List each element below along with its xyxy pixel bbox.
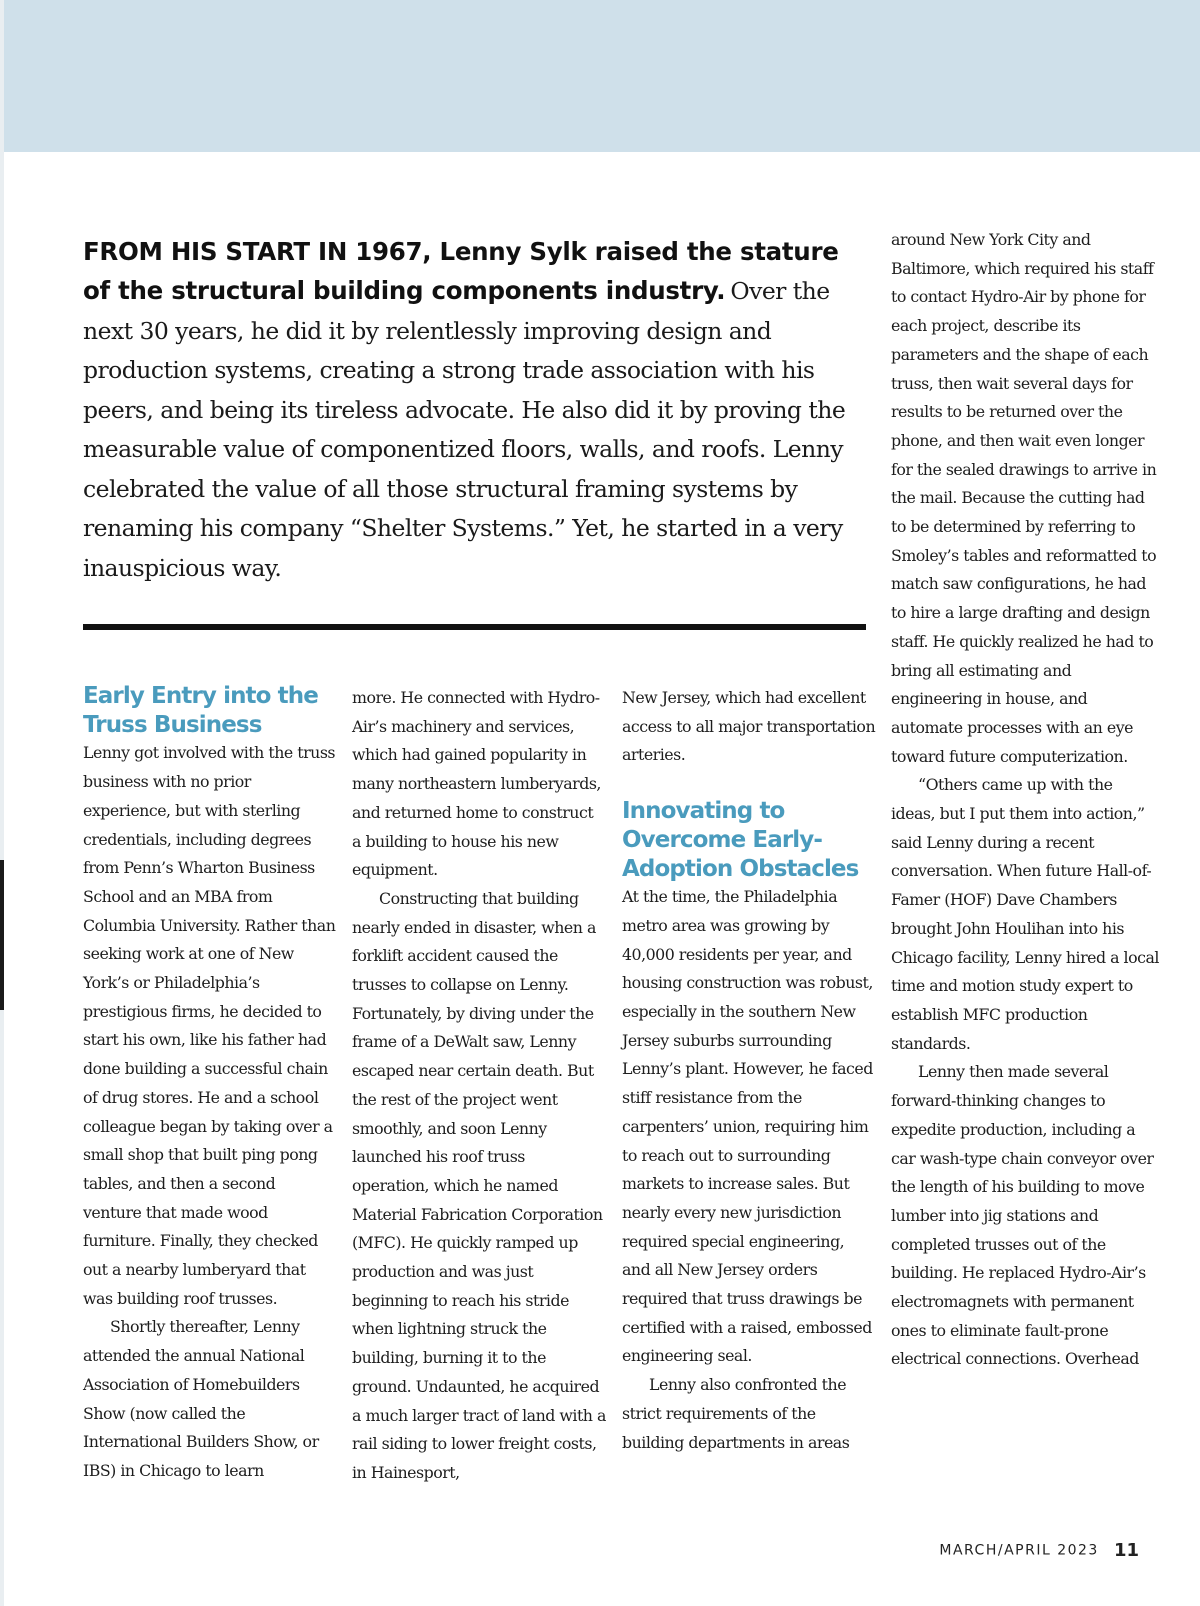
- subheading-innovating: Innovating to Overcome Early-Adoption Obstacles: [622, 798, 859, 882]
- article-lede: [83, 232, 863, 588]
- issue-date: MARCH/APRIL 2023: [939, 1542, 1099, 1559]
- paragraph: Lenny then made several forward-thinking changes to expedite production, including a car wash-type chain conveyor over the length of his building to move lumber into jig stations and completed trusses out of the building. He replaced Hydro-Air’s electromagnets with permanent ones to eliminate fault-prone electrical connections. Overhead: [891, 1062, 1154, 1369]
- subheading-early-entry: Early Entry into the Truss Business: [83, 683, 318, 738]
- paragraph: Constructing that building nearly ended in disaster, when a forklift accident caused the trusses to collapse on Lenny. Fortunately, by diving under the frame of a DeWalt saw, Lenny escaped near certain death. But the rest of the project went smoothly, and soon Lenny launched his roof truss operation, which he named Material Fabrication Corporation (MFC). He quickly ramped up production and was just beginning to reach his stride when lightning struck the building, burning it to the ground. Undaunted, he acquired a much larger tract of land with a rail siding to lower freight costs, in Hainesport,: [352, 888, 606, 1482]
- page-number: 11: [1113, 1540, 1139, 1561]
- paragraph: “Others came up with the ideas, but I put them into action,” said Lenny during a recent conversation. When future Hall-of-Famer (HOF) Dave Chambers brought John Houlihan into his Chicago facility, Lenny hired a local time and motion study expert to establish MFC production standards.: [891, 775, 1159, 1053]
- body-column-3: [622, 684, 876, 1457]
- paragraph: At the time, the Philadelphia metro area was growing by 40,000 residents per year, and housing construction was robust, especially in the southern New Jersey suburbs surrounding Lenny’s plant. However, he faced stiff resistance from the carpenters’ union, requiring him to reach out to surrounding markets to increase sales. But nearly every new jurisdiction required special engineering, and all New Jersey orders required that truss drawings be certified with a raised, embossed engineering seal.: [622, 887, 873, 1366]
- paragraph: around New York City and Baltimore, which required his staff to contact Hydro-Air by phone for each project, describe its parameters and the shape of each truss, then wait several days for results to be returned over the phone, and then wait even longer for the sealed drawings to arrive in the mail. Because the cutting had to be determined by referring to Smoley’s tables and reformatted to match saw configurations, he had to hire a large drafting and design staff. He quickly realized he had to bring all estimating and engineering in house, and automate processes with an eye toward future computerization.: [891, 230, 1157, 766]
- body-column-2: [352, 684, 606, 1488]
- body-column-1: [83, 682, 337, 1486]
- lede-lead-in: FROM HIS START IN 1967, Lenny Sylk raised the stature of the structural building components industry.: [83, 237, 839, 305]
- paragraph: Lenny also confronted the strict requirements of the building departments in areas: [622, 1375, 850, 1452]
- section-divider-rule: [83, 624, 866, 630]
- paragraph: more. He connected with Hydro-Air’s machinery and services, which had gained popularity in many northeastern lumberyards, and returned home to construct a building to house his new equipment.: [352, 688, 601, 880]
- body-column-4: [891, 226, 1159, 1374]
- paragraph: Shortly thereafter, Lenny attended the annual National Association of Homebuilders Show (now called the International Builders Show, or IBS) in Chicago to learn: [83, 1317, 319, 1480]
- lede-body: Over the next 30 years, he did it by relentlessly improving design and production systems, creating a strong trade association with his peers, and being its tireless advocate. He also did it by proving the measurable value of componentized floors, walls, and roofs. Lenny celebrated the value of all those structural framing systems by renaming his company “Shelter Systems.” Yet, he started in a very inauspicious way.: [83, 277, 846, 582]
- paragraph: Lenny got involved with the truss business with no prior experience, but with sterling credentials, including degrees from Penn’s Wharton Business School and an MBA from Columbia University. Rather than seeking work at one of New York’s or Philadelphia’s prestigious firms, he decided to start his own, like his father had done building a successful chain of drug stores. He and a school colleague began by taking over a small shop that built ping pong tables, and then a second venture that made wood furniture. Finally, they checked out a nearby lumberyard that was building roof trusses.: [83, 743, 336, 1308]
- page-folio: [939, 1540, 1139, 1561]
- paragraph: New Jersey, which had excellent access to all major transportation arteries.: [622, 688, 876, 765]
- page-edge-mark: [0, 860, 4, 1010]
- header-color-band: [0, 0, 1200, 152]
- page-edge-strip: [0, 0, 4, 1606]
